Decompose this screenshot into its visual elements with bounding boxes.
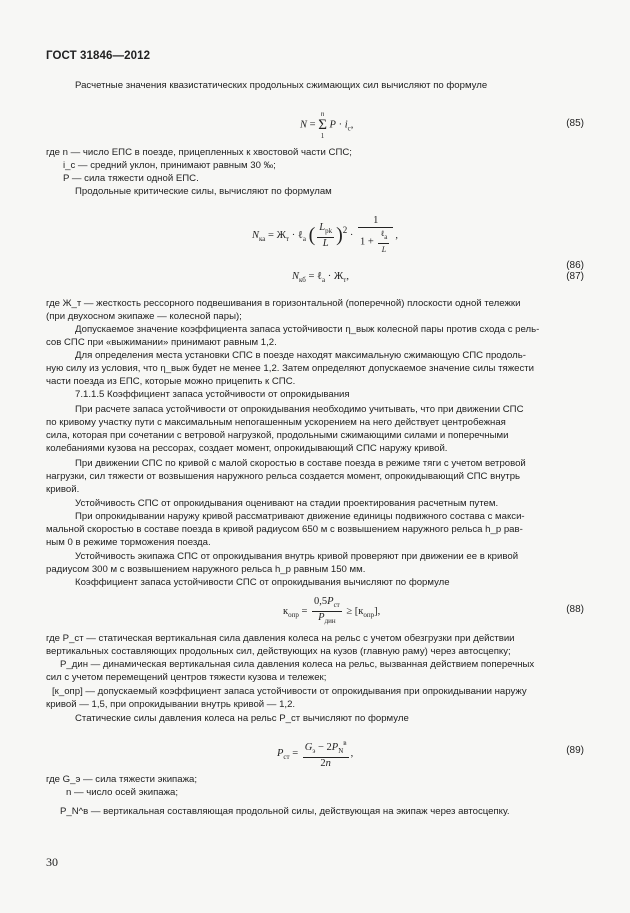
text-line: кривой — 1,5, при опрокидывании внутрь кривой — 1,2. xyxy=(46,699,296,710)
text-line: по кривому участку пути с максимальным непогашенным ускорением на него действует центробежная xyxy=(46,417,506,428)
text-line: i_c — средний уклон, принимают равным 30 ‰; xyxy=(63,160,276,171)
text-line: (при двухосном экипаже — колесной пары); xyxy=(46,311,242,322)
page-number: 30 xyxy=(46,855,58,869)
text-line: вертикальных составляющих продольных сил, действующих на кузов (главную раму) через автосцепку; xyxy=(46,646,511,657)
formula-88: $к_{опр}$ = $\frac{0,5P_{ст}}{P_{дин}}$ ≥ $[к_{опр}]$, xyxy=(283,596,381,625)
formula-89: $P_{ст}$ = $\frac{G_э - 2P_N^в}{2n}$ , xyxy=(277,739,354,769)
text-line: сов СПС при «выжимании» принимают равным 1,2. xyxy=(46,337,277,348)
text-line: Расчетные значения квазистатических продольных сжимающих сил вычисляют по формуле xyxy=(75,80,488,91)
text-line: Статические силы давления колеса на рельс P_ст вычисляют по формуле xyxy=(75,713,409,724)
equation-number-86: (86) xyxy=(566,260,584,271)
text-line: При опрокидывании наружу кривой рассматривают движение единицы подвижного состава с макси- xyxy=(75,511,525,522)
text-line: Допускаемое значение коэффициента запаса устойчивости η_выж колесной пары против схода с рель- xyxy=(75,324,540,335)
text-line: радиусом 300 м с возвышением наружного рельса h_р равным 150 мм. xyxy=(46,564,366,575)
text-line: колебаниями кузова на рессорах, создает момент, опрокидывающий СПС наружу кривой. xyxy=(46,443,448,454)
text-line: ную силу из условия, что η_выж будет не менее 1,2. Затем определяют допускаемое значение силы тяжести xyxy=(46,363,534,374)
text-line: где n — число ЕПС в поезде, прицепленных к хвостовой части СПС; xyxy=(46,147,352,158)
text-line: Коэффициент запаса устойчивости СПС от опрокидывания вычисляют по формуле xyxy=(75,577,450,588)
text-line: Продольные критические силы, вычисляют по формулам xyxy=(75,186,332,197)
text-line: P_N^в — вертикальная составляющая продольной силы, действующая на экипаж через автосцепку. xyxy=(60,806,510,817)
text-line: ным 0 в режиме торможения поезда. xyxy=(46,537,211,548)
text-line: При движении СПС по кривой с малой скоростью в составе поезда в режиме тяги с учетом ветровой xyxy=(75,458,526,469)
text-line: сил с учетом перемещений центров тяжести кузова и тележек; xyxy=(46,672,327,683)
equation-number-88: (88) xyxy=(566,604,584,615)
text-line: кривой. xyxy=(46,484,80,495)
text-line: где G_э — сила тяжести экипажа; xyxy=(46,774,197,785)
text-line: Устойчивость экипажа СПС от опрокидывания внутрь кривой проверяют при движении ее в кривой xyxy=(75,551,519,562)
formula-85: N = n Σ 1 $P \cdot i_с$, xyxy=(300,110,354,140)
equation-number-87: (87) xyxy=(566,271,584,282)
text-line: Для определения места установки СПС в поезде находят максимальную сжимающую СПС продоль- xyxy=(75,350,526,361)
formula-86: $N_{ка} = Ж_т$ · ℓ$_а$ ( $\frac{L_{рk}}{L}$ )2 · 1 1 + $\frac{\text{ℓа}}{L}$ , xyxy=(252,215,399,254)
page-header: ГОСТ 31846—2012 xyxy=(46,50,151,62)
text-line: мальной скоростью в составе поезда в кривой радиусом 650 м с возвышением наружного рельса h_р рав- xyxy=(46,524,523,535)
text-line: P_дин — динамическая вертикальная сила давления колеса на рельс, вызванная действием поперечных xyxy=(60,659,535,670)
text-line: [к_опр] — допускаемый коэффициент запаса устойчивости от опрокидывания при опрокидывании наружу xyxy=(52,686,527,697)
text-line: Устойчивость СПС от опрокидывания оценивают на стадии проектирования расчетным путем. xyxy=(75,498,499,509)
text-line: нагрузки, сил тяжести от возвышения наружного рельса создается момент, опрокидывающий СПС внутрь xyxy=(46,471,521,482)
text-line: где P_ст — статическая вертикальная сила давления колеса на рельс с учетом обезгрузки при действии xyxy=(46,633,515,644)
text-line: 7.1.1.5 Коэффициент запаса устойчивости от опрокидывания xyxy=(75,389,350,400)
equation-number-89: (89) xyxy=(566,745,584,756)
text-line: P — сила тяжести одной ЕПС. xyxy=(63,173,199,184)
text-line: части поезда из ЕПС, которые можно прицепить к СПС. xyxy=(46,376,296,387)
equation-number-85: (85) xyxy=(566,118,584,129)
formula-87: $N_{кб}$ = ℓ$_а$ · $Ж_т$, xyxy=(292,271,349,284)
text-line: n — число осей экипажа; xyxy=(66,787,179,798)
text-line: где Ж_т — жесткость рессорного подвешивания в горизонтальной (поперечной) плоскости одной тележки xyxy=(46,298,521,309)
text-line: сила, которая при сочетании с ветровой нагрузкой, продольными сжимающими силами и поперечными xyxy=(46,430,509,441)
text-line: При расчете запаса устойчивости от опрокидывания необходимо учитывать, что при движении СПС xyxy=(75,404,524,415)
